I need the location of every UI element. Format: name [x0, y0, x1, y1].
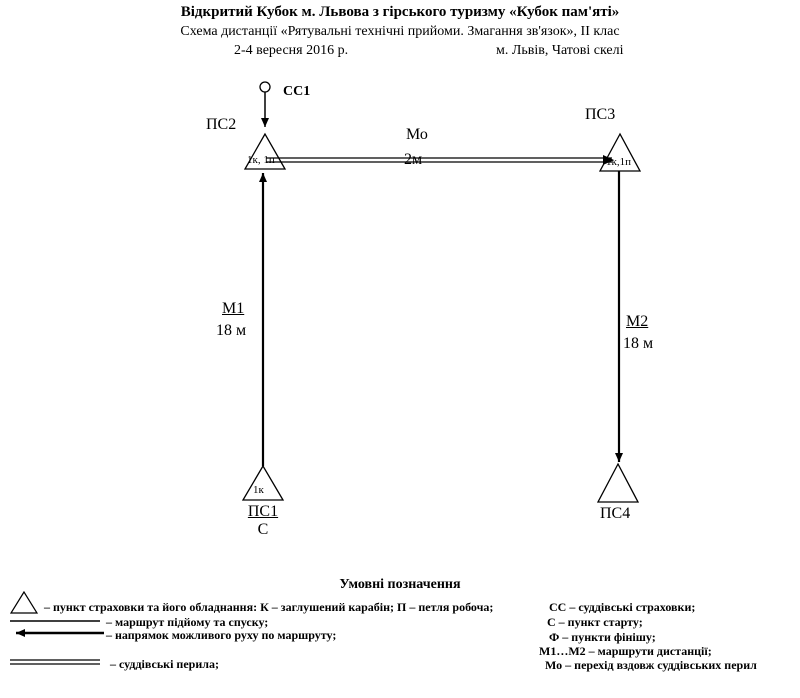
- m1-label: М1: [222, 300, 245, 317]
- diagram-subtitle: Схема дистанції «Рятувальні технічні прийоми. Змагання зв'язок», ІІ клас: [180, 24, 620, 39]
- mo-length: 2м: [404, 151, 423, 168]
- ps2-equipment: 1к, 1п: [247, 154, 275, 166]
- mo-label: Мо: [406, 126, 428, 143]
- legend-triangle-icon: [11, 592, 37, 613]
- legend-mo-text: Мо – перехід вздовж суддівських перил: [545, 658, 757, 672]
- ps1-start-mark: С: [257, 521, 269, 538]
- ps4-triangle-icon: [598, 464, 638, 502]
- legend-triangle-text: – пункт страховки та його обладнання: К – заглушений карабін; П – петля робоча;: [44, 600, 494, 614]
- legend-route-text: – маршрут підйому та спуску;: [106, 615, 269, 629]
- ps3-equipment: 1к,1п: [606, 156, 631, 168]
- ps2-label: ПС2: [206, 116, 237, 133]
- diagram-title: Відкритий Кубок м. Львова з гірського туризму «Кубок пам'яті»: [180, 4, 620, 20]
- competition-place: м. Львів, Чатові скелі: [496, 43, 624, 58]
- m2-label: М2: [626, 313, 649, 330]
- legend-arrow-text: – напрямок можливого руху по маршруту;: [106, 628, 337, 642]
- legend-railing-text: – суддівські перила;: [110, 657, 219, 671]
- ps4-label: ПС4: [600, 505, 631, 522]
- ps1-equipment: 1к: [253, 484, 264, 496]
- m1-length: 18 м: [216, 322, 247, 339]
- legend-ss-text: СС – суддівські страховки;: [549, 600, 696, 614]
- legend-finish-text: Ф – пункти фінішу;: [549, 630, 656, 644]
- ps1-label: ПС1: [247, 503, 279, 520]
- legend-title: Умовні позначення: [339, 577, 461, 592]
- ss1-label: СС1: [283, 84, 311, 99]
- ss1-circle-icon: [260, 82, 270, 92]
- m2-length: 18 м: [623, 335, 654, 352]
- legend-routes-text: М1…М2 – маршрути дистанції;: [539, 644, 712, 658]
- competition-date: 2-4 вересня 2016 р.: [234, 43, 349, 58]
- legend-start-text: С – пункт старту;: [547, 615, 643, 629]
- ps3-label: ПС3: [585, 106, 616, 123]
